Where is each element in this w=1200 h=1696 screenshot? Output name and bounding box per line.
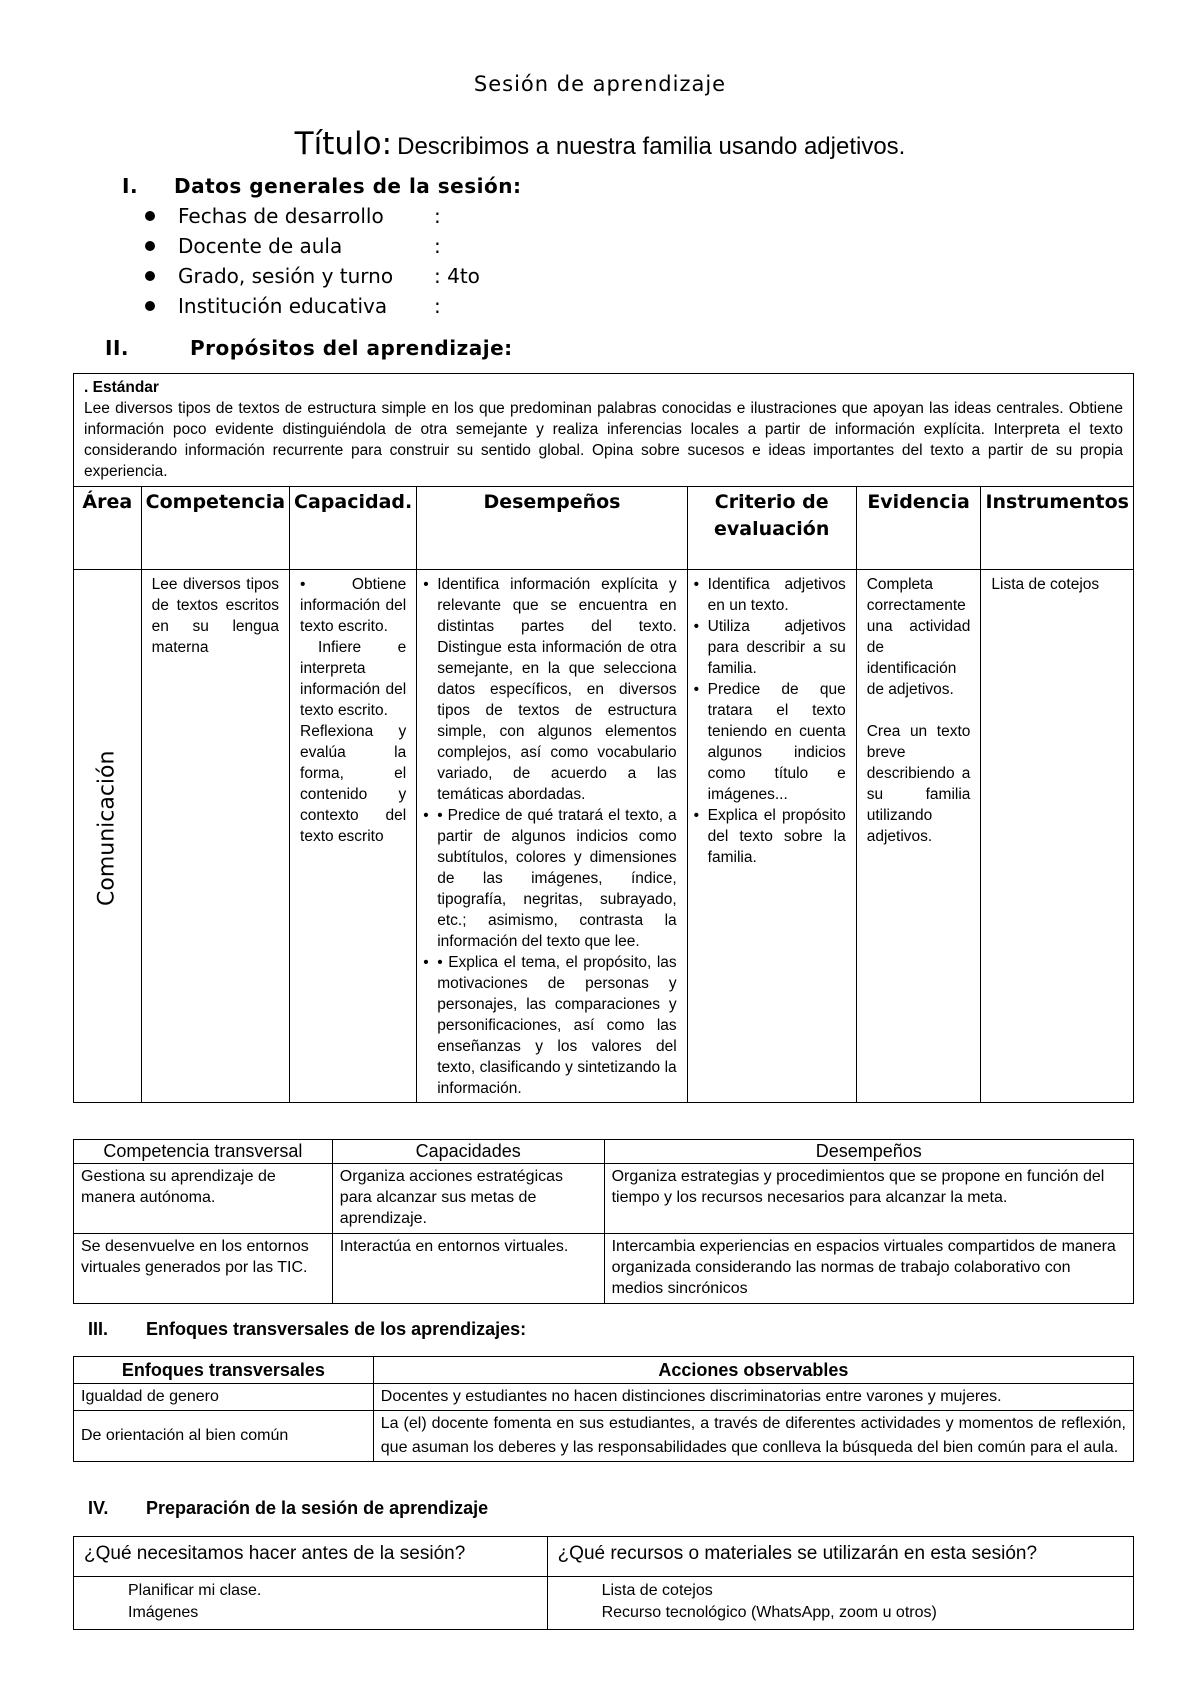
bullet-icon — [145, 211, 155, 221]
list-item: Lista de cotejos — [601, 1582, 713, 1599]
preparation-table — [73, 1536, 1134, 1630]
evidencia-item: Completa correctamente una actividad de identificación de adjetivos. — [866, 576, 971, 698]
list-item: Institución educativa : — [145, 291, 480, 321]
table-cell: Gestiona su aprendizaje de manera autónoma. — [74, 1164, 333, 1234]
table-row — [74, 570, 1134, 1103]
bullet-icon — [145, 271, 155, 281]
list-item: Recurso tecnológico (WhatsApp, zoom u otros) — [601, 1604, 937, 1621]
standard-row — [74, 374, 1134, 487]
desempeno-item: • • Explica el tema, el propósito, las motivaciones de personas y personajes, las comparaciones y personificaciones, así como las enseñanzas y los valores del texto, clasificando y sintetizando la información. — [427, 952, 676, 1099]
question-before-session: ¿Qué necesitamos hacer antes de la sesión? — [74, 1537, 548, 1577]
purposes-table — [73, 373, 1134, 1103]
section-1-heading — [122, 174, 521, 198]
header-evidencia: Evidencia — [856, 487, 981, 570]
title-value: Describimos a nuestra familia usando adjetivos. — [397, 133, 906, 160]
criterios-cell — [687, 570, 856, 1103]
list-item: Docente de aula : — [145, 231, 480, 261]
section-2-heading — [105, 336, 513, 360]
section-3-heading — [88, 1319, 526, 1340]
table-header-row — [74, 1357, 1134, 1384]
header-area: Área — [74, 487, 142, 570]
table-row — [74, 1577, 1134, 1630]
area-label: Comunicación — [94, 750, 120, 906]
table-cell: La (el) docente fomenta en sus estudiantes, a través de diferentes actividades y momentos de reflexión, que asuman los deberes y las responsabilidades que conlleva la búsqueda del bien común para el aula. — [373, 1411, 1133, 1462]
header-capacidad: Capacidad. — [290, 487, 417, 570]
capacidad-item: Reflexiona y evalúa la forma, el contenido y contexto del texto escrito — [300, 723, 407, 845]
section-3-title: Enfoques transversales de los aprendizajes: — [146, 1319, 527, 1339]
standard-text: Lee diversos tipos de textos de estructura simple en los que predominan palabras conocidas e ilustraciones que apoyan las ideas centrales. Obtiene información poco evidente distinguiéndola de otra semejante y realiza inferencias locales a partir de información explícita. Interpreta el texto considerando información recurrente para construir su sentido global. Opina sobre sucesos e ideas importantes del texto a partir de su propia experiencia. — [84, 400, 1123, 480]
table-cell: Docentes y estudiantes no hacen distinciones discriminatorias entre varones y mujeres. — [373, 1384, 1133, 1411]
standard-cell — [74, 374, 1134, 487]
header-capacidades: Capacidades — [332, 1140, 604, 1164]
capacidad-item: • Obtiene información del texto escrito. — [300, 576, 407, 635]
section-1-title: Datos generales de la sesión: — [174, 174, 522, 198]
section-4-number: IV. — [88, 1498, 109, 1518]
section-4-heading — [88, 1498, 488, 1519]
transversal-competencies-table — [73, 1139, 1134, 1304]
header-acciones: Acciones observables — [373, 1357, 1133, 1384]
area-cell — [74, 570, 142, 1103]
table-cell: Igualdad de genero — [74, 1384, 374, 1411]
header-enfoques: Enfoques transversales — [74, 1357, 374, 1384]
capacidades-cell — [290, 570, 417, 1103]
bullet-icon — [145, 301, 155, 311]
table-cell: Organiza acciones estratégicas para alcanzar sus metas de aprendizaje. — [332, 1164, 604, 1234]
criterio-item: • Predice de que tratara el texto teniendo en cuenta algunos indicios como título e imágenes... — [698, 679, 846, 805]
criterio-item: • Identifica adjetivos en un texto. — [698, 574, 846, 616]
question-resources: ¿Qué recursos o materiales se utilizarán en esta sesión? — [547, 1537, 1133, 1577]
desempeno-item: • • Predice de qué tratará el texto, a partir de algunos indicios como subtítulos, colores y dimensiones de las imágenes, índice, tipografía, negritas, subrayado, etc.; asimismo, contrasta la información del texto que lee. — [427, 805, 676, 952]
title-label: Título: — [294, 126, 393, 162]
evidencia-item: Crea un texto breve describiendo a su familia utilizando adjetivos. — [866, 723, 971, 845]
table-cell: Organiza estrategias y procedimientos que se propone en función del tiempo y los recursos necesarios para alcanzar la meta. — [604, 1164, 1133, 1234]
section-2-number: II. — [105, 336, 129, 360]
table-header-row — [74, 1140, 1134, 1164]
list-item: Planificar mi clase. — [128, 1582, 262, 1599]
capacidad-item: Infiere e interpreta información del texto escrito. — [300, 639, 407, 719]
header-competencia: Competencia — [141, 487, 289, 570]
desempenos-cell — [417, 570, 687, 1103]
resources-cell — [547, 1577, 1133, 1630]
header-desempenos: Desempeños — [417, 487, 687, 570]
header-instrumentos: Instrumentos — [981, 487, 1134, 570]
enfoques-table — [73, 1356, 1134, 1462]
table-row — [74, 1164, 1134, 1234]
table-header-row — [74, 487, 1134, 570]
desempeno-item: • Identifica información explícita y relevante que se encuentra en distintas partes del texto. Distingue esta información de otra semejante, en la que selecciona datos específicos, en diversos tipos de textos de estructura simple, con algunos elementos complejos, así como vocabulario variado, de acuerdo a las temáticas abordadas. — [427, 574, 676, 805]
criterio-item: • Utiliza adjetivos para describir a su familia. — [698, 616, 846, 679]
table-cell: Se desenvuelve en los entornos virtuales generados por las TIC. — [74, 1234, 333, 1304]
table-cell: Intercambia experiencias en espacios virtuales compartidos de manera organizada considerando las normas de trabajo colaborativo con medios sincrónicos — [604, 1234, 1133, 1304]
table-cell: Interactúa en entornos virtuales. — [332, 1234, 604, 1304]
section-2-title: Propósitos del aprendizaje: — [190, 336, 513, 360]
list-item: Imágenes — [128, 1604, 199, 1621]
document-heading: Sesión de aprendizaje — [473, 72, 727, 96]
before-session-cell — [74, 1577, 548, 1630]
bullet-icon — [145, 241, 155, 251]
list-item: Fechas de desarrollo : — [145, 201, 480, 231]
table-row — [74, 1411, 1134, 1462]
session-title — [0, 126, 1200, 162]
table-header-row — [74, 1537, 1134, 1577]
header-competencia-transversal: Competencia transversal — [74, 1140, 333, 1164]
section-4-title: Preparación de la sesión de aprendizaje — [146, 1498, 489, 1518]
standard-label: . Estándar — [84, 379, 159, 396]
table-row — [74, 1234, 1134, 1304]
competencia-cell: Lee diversos tipos de textos escritos en su lengua materna — [141, 570, 289, 1103]
instrumentos-cell: Lista de cotejos — [981, 570, 1134, 1103]
general-data-list — [145, 201, 480, 321]
section-3-number: III. — [88, 1319, 109, 1339]
header-criterio: Criterio de evaluación — [687, 487, 856, 570]
evidencia-cell — [856, 570, 981, 1103]
section-1-number: I. — [122, 174, 139, 198]
table-cell: De orientación al bien común — [74, 1411, 374, 1462]
criterio-item: • Explica el propósito del texto sobre la familia. — [698, 805, 846, 868]
table-row — [74, 1384, 1134, 1411]
list-item: Grado, sesión y turno : 4to — [145, 261, 480, 291]
header-desempenos: Desempeños — [604, 1140, 1133, 1164]
